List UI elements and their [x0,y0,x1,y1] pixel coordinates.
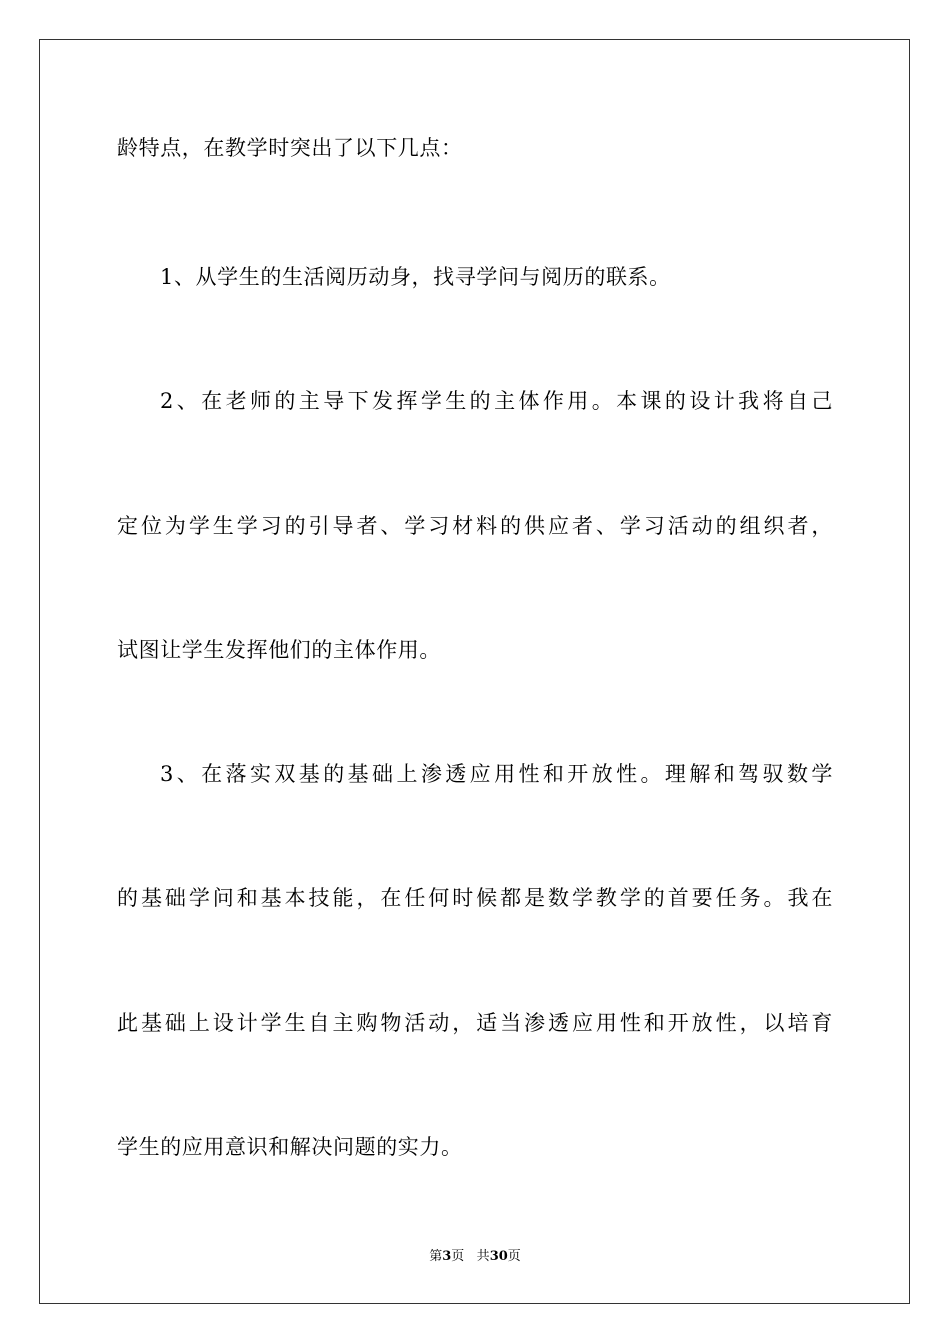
footer-page-suffix: 页 [451,1249,465,1264]
paragraph-line-4: 定位为学生学习的引导者、学习材料的供应者、学习活动的组织者， [117,514,833,538]
footer-page-number: 3 [442,1249,452,1264]
page-footer [0,1248,950,1266]
paragraph-line-1: 龄特点，在教学时突出了以下几点： [117,136,463,160]
footer-total-prefix: 共 [476,1249,490,1264]
paragraph-line-8: 此基础上设计学生自主购物活动，适当渗透应用性和开放性，以培育 [117,1011,833,1035]
footer-total-suffix: 页 [507,1249,521,1264]
paragraph-line-5: 试图让学生发挥他们的主体作用。 [117,638,441,662]
paragraph-line-9: 学生的应用意识和解决问题的实力。 [117,1135,463,1159]
paragraph-line-6: 3、在落实双基的基础上渗透应用性和开放性。理解和驾驭数学 [160,762,833,786]
paragraph-line-3: 2、在老师的主导下发挥学生的主体作用。本课的设计我将自己 [160,389,833,413]
page-border [39,39,910,1304]
footer-page-prefix: 第 [429,1249,443,1264]
footer-total-pages: 30 [489,1249,508,1264]
paragraph-line-2: 1、从学生的生活阅历动身，找寻学问与阅历的联系。 [160,265,671,289]
paragraph-line-7: 的基础学问和基本技能，在任何时候都是数学教学的首要任务。我在 [117,886,833,910]
